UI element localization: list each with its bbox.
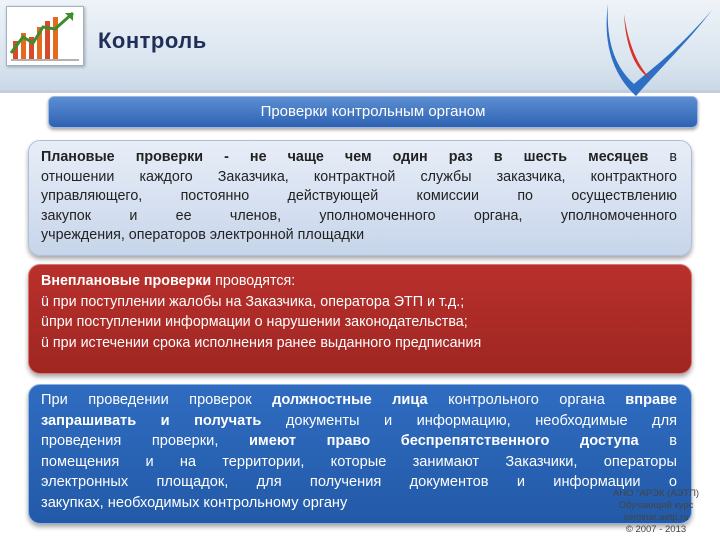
unplanned-inspections-panel xyxy=(28,264,692,374)
footer-credits xyxy=(600,488,712,536)
inspections-header: Проверки контрольным органом xyxy=(48,96,698,128)
unplanned-line-1: Внеплановые проверки проводятся: xyxy=(41,273,296,289)
planned-line-5: учреждения, операторов электронной площадки xyxy=(41,227,365,243)
footer-copyright: © 2007 - 2013 xyxy=(625,524,687,535)
officials-rights-panel xyxy=(28,384,692,524)
officials-line-2: запрашивать и получать документы и информацию, необходимые для xyxy=(41,412,677,429)
footer-site: seminar.aetp.ru xyxy=(623,512,689,523)
officials-line-6: закупках, необходимых контрольному органу xyxy=(41,494,348,511)
planned-line-1: Плановые проверки - не чаще чем один раз в шесть месяцев в xyxy=(41,149,677,165)
officials-line-5: электронных площадок, для получения документов и информации о xyxy=(41,474,677,490)
officials-line-4: помещения и на территории, которые занимают Заказчики, операторы xyxy=(41,453,677,470)
unplanned-item-complaint: ü при поступлении жалобы на Заказчика, оператора ЭТП и т.д.; xyxy=(41,293,465,310)
officials-line-3: проведения проверки, имеют право беспрепятственного доступа в xyxy=(41,433,677,449)
slide-title: Контроль xyxy=(98,28,207,53)
unplanned-lead: Внеплановые проверки xyxy=(41,273,212,289)
officials-line-1: При проведении проверок должностные лица контрольного органа вправе xyxy=(41,392,677,408)
unplanned-item-expiry: ü при истечении срока исполнения ранее выданного предписания xyxy=(41,334,482,351)
planned-line-3: управляющего, постоянно действующей комиссии по осуществлению xyxy=(41,188,677,204)
planned-inspections-panel xyxy=(28,140,692,256)
swoosh-logo xyxy=(580,0,720,100)
planned-line-4: закупок и ее членов, уполномоченного органа, уполномоченного xyxy=(41,207,677,224)
footer-course: Обучающий курс xyxy=(618,500,694,511)
planned-line-2: отношении каждого Заказчика, контрактной службы заказчика, контрактного xyxy=(41,168,677,185)
growth-chart-icon xyxy=(7,7,83,65)
growth-chart-logo xyxy=(6,6,84,66)
unplanned-item-violation: üпри поступлении информации о нарушении законодательства; xyxy=(41,314,468,330)
planned-lead: Плановые проверки - не чаще чем один раз в шесть месяцев xyxy=(41,149,649,165)
footer-org: АНО "АРЭК (АЭТП) xyxy=(612,488,700,499)
